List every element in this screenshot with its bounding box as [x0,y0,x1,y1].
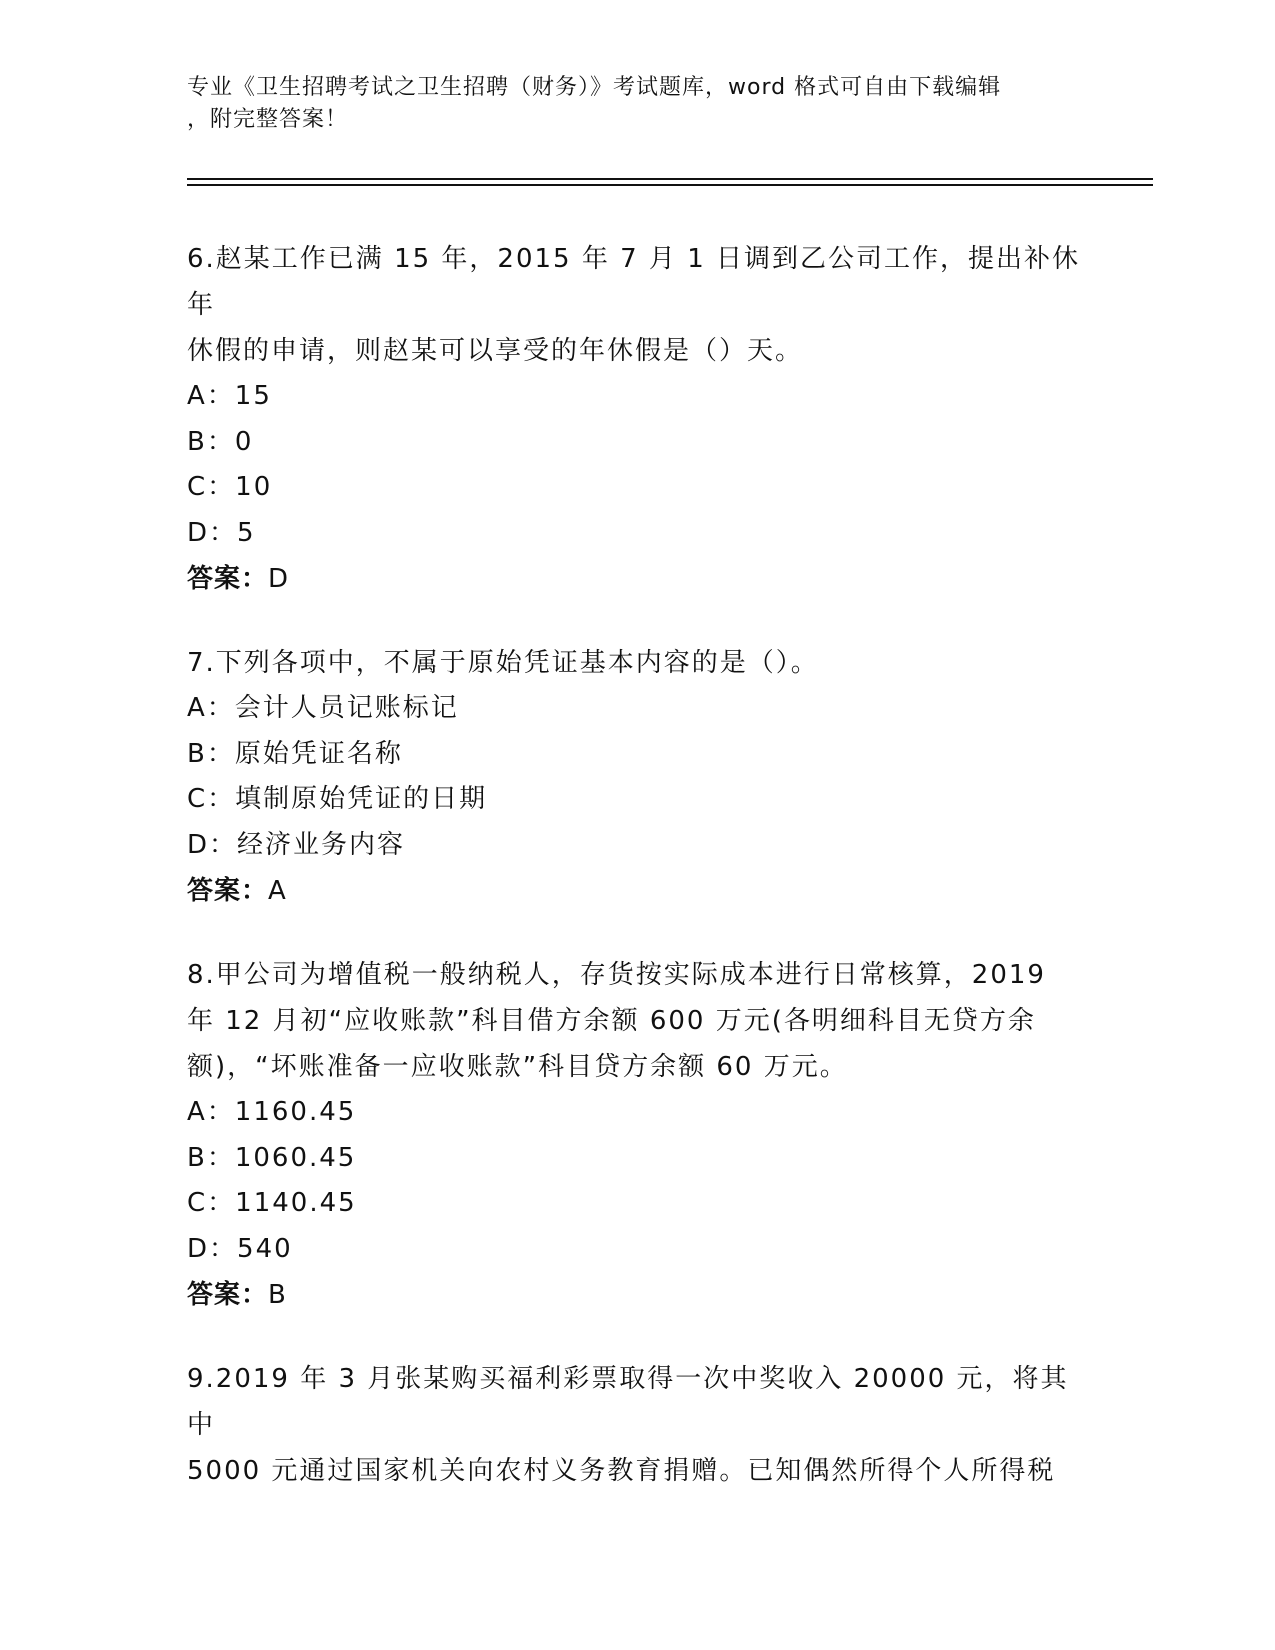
question-line: 额)，“坏账准备一应收账款”科目贷方余额 60 万元。 [187,1052,848,1082]
question-line: 7.下列各项中，不属于原始凭证基本内容的是（）。 [187,648,819,678]
header-divider-top [187,178,1153,180]
answer-value: A [268,876,287,906]
answer-value: D [268,564,290,594]
answer-label: 答案： [187,1280,269,1310]
answer-value: B [268,1280,287,1310]
option-a: A：1160.45 [187,1097,357,1127]
answer [187,1272,1087,1318]
question-line: 6.赵某工作已满 15 年，2015 年 7 月 1 日调到乙公司工作，提出补休年 [187,244,1080,320]
option-d: D：经济业务内容 [187,829,406,860]
question-list [187,236,1087,1532]
option-d: D：5 [187,517,256,548]
question-line: 8.甲公司为增值税一般纳税人，存货按实际成本进行日常核算，2019 [187,960,1046,990]
question-text [187,1356,1087,1494]
question-line: 休假的申请，则赵某可以享受的年休假是（）天。 [187,336,804,366]
option-c: C：10 [187,472,273,502]
option-a: A：会计人员记账标记 [187,693,459,723]
question-line: 年 12 月初“应收账款”科目借方余额 600 万元(各明细科目无贷方余 [187,1006,1036,1036]
answer [187,556,1087,602]
header-line-1: 专业《卫生招聘考试之卫生招聘（财务）》考试题库，word 格式可自由下载编辑 [187,75,1002,100]
option-a: A：15 [187,381,272,411]
document-header [187,72,1087,136]
answer-label: 答案： [187,876,269,906]
option-d: D：540 [187,1233,293,1264]
option-c: C：填制原始凭证的日期 [187,784,488,814]
option-b: B：0 [187,426,254,457]
question-8 [187,952,1087,1318]
question-text [187,952,1087,1090]
question-9 [187,1356,1087,1494]
question-text [187,640,1087,686]
header-divider-bottom [187,184,1153,186]
question-line: 5000 元通过国家机关向农村义务教育捐赠。已知偶然所得个人所得税 [187,1456,1056,1486]
option-c: C：1140.45 [187,1188,357,1218]
question-text [187,236,1087,374]
answer-label: 答案： [187,564,269,594]
question-6 [187,236,1087,602]
answer [187,868,1087,914]
option-b: B：原始凭证名称 [187,738,403,769]
header-line-2: ，附完整答案！ [187,107,349,132]
question-7 [187,640,1087,914]
question-line: 9.2019 年 3 月张某购买福利彩票取得一次中奖收入 20000 元，将其中 [187,1364,1069,1440]
option-b: B：1060.45 [187,1142,357,1173]
